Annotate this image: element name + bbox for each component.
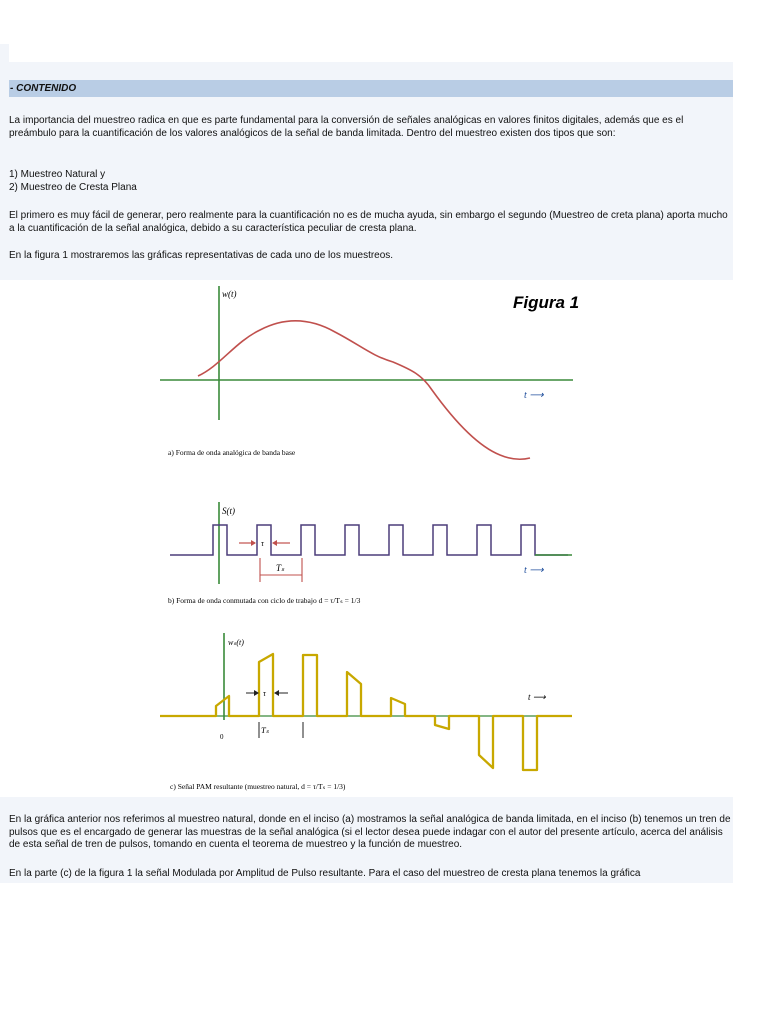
caption-c: c) Señal PAM resultante (muestreo natural, d = τ/Tₛ = 1/3) — [170, 782, 346, 791]
caption-b: b) Forma de onda conmutada con ciclo de trabajo d = τ/Tₛ = 1/3 — [168, 596, 361, 605]
paragraph-pam: En la parte (c) de la figura 1 la señal Modulada por Amplitud de Pulso resultante. Para el caso del muestreo de cresta plana tenemos la gráfica — [9, 868, 641, 879]
b-ylabel: S(t) — [222, 506, 235, 516]
tau-arrowhead-left — [251, 540, 256, 546]
pulse-train — [170, 525, 568, 555]
list-item-natural: 1) Muestreo Natural y — [9, 169, 106, 180]
paragraph-comparison: El primero es muy fácil de generar, pero realmente para la cuantificación no es de mucha ayuda, sin embargo el segundo (Muestreo de creta plana) aporta mucho a la cuantificación de la señal analógica, debido a su característica peculiar de cresta plana. — [9, 210, 728, 234]
c-origin-label: 0 — [220, 733, 224, 741]
caption-a: a) Forma de onda analógica de banda base — [168, 448, 296, 457]
list-item-cresta-plana: 2) Muestreo de Cresta Plana — [9, 182, 137, 193]
paragraph-explanation: En la gráfica anterior nos referimos al muestreo natural, donde en el inciso (a) mostramos la señal analógica de banda limitada, en el inciso (b) tenemos un tren de pulsos que es el encargado de generar las muestras de la señal analógica (si el lector desea puede indagar con el autor del presente artículo, acerca del análisis de esta señal de tren de pulsos, tomando en cuenta el teorema de muestreo y la función de muestreo. — [9, 814, 731, 851]
a-xlabel: t ⟶ — [524, 390, 544, 401]
c-xlabel: t ⟶ — [528, 692, 546, 702]
b-xlabel: t ⟶ — [524, 565, 544, 576]
c-ylabel: wₛ(t) — [228, 638, 244, 647]
b-period-label: Tₛ — [276, 563, 285, 573]
a-ylabel: w(t) — [222, 289, 237, 299]
figure-1 — [140, 280, 595, 797]
tau-arrowhead-right — [272, 540, 277, 546]
paragraph-figure-intro: En la figura 1 mostraremos las gráficas representativas de cada uno de los muestreos. — [9, 250, 394, 261]
c-period-label: Tₛ — [261, 725, 269, 735]
c-tau-label: τ — [263, 689, 266, 698]
section-header: - CONTENIDO — [9, 80, 733, 97]
pam-signal — [160, 654, 572, 770]
paragraph-intro: La importancia del muestreo radica en que es parte fundamental para la conversión de señales analógicas en valores finitos digitales, además que es el preámbulo para la cuantificación de los valores analógicos de la señal de banda limitada. Dentro del muestreo existen dos tipos que son: — [9, 115, 684, 139]
c-tau-arrowhead-right — [274, 690, 279, 696]
b-tau-label: τ — [261, 539, 264, 548]
figure-title: Figura 1 — [513, 293, 580, 312]
analog-waveform — [198, 321, 530, 459]
